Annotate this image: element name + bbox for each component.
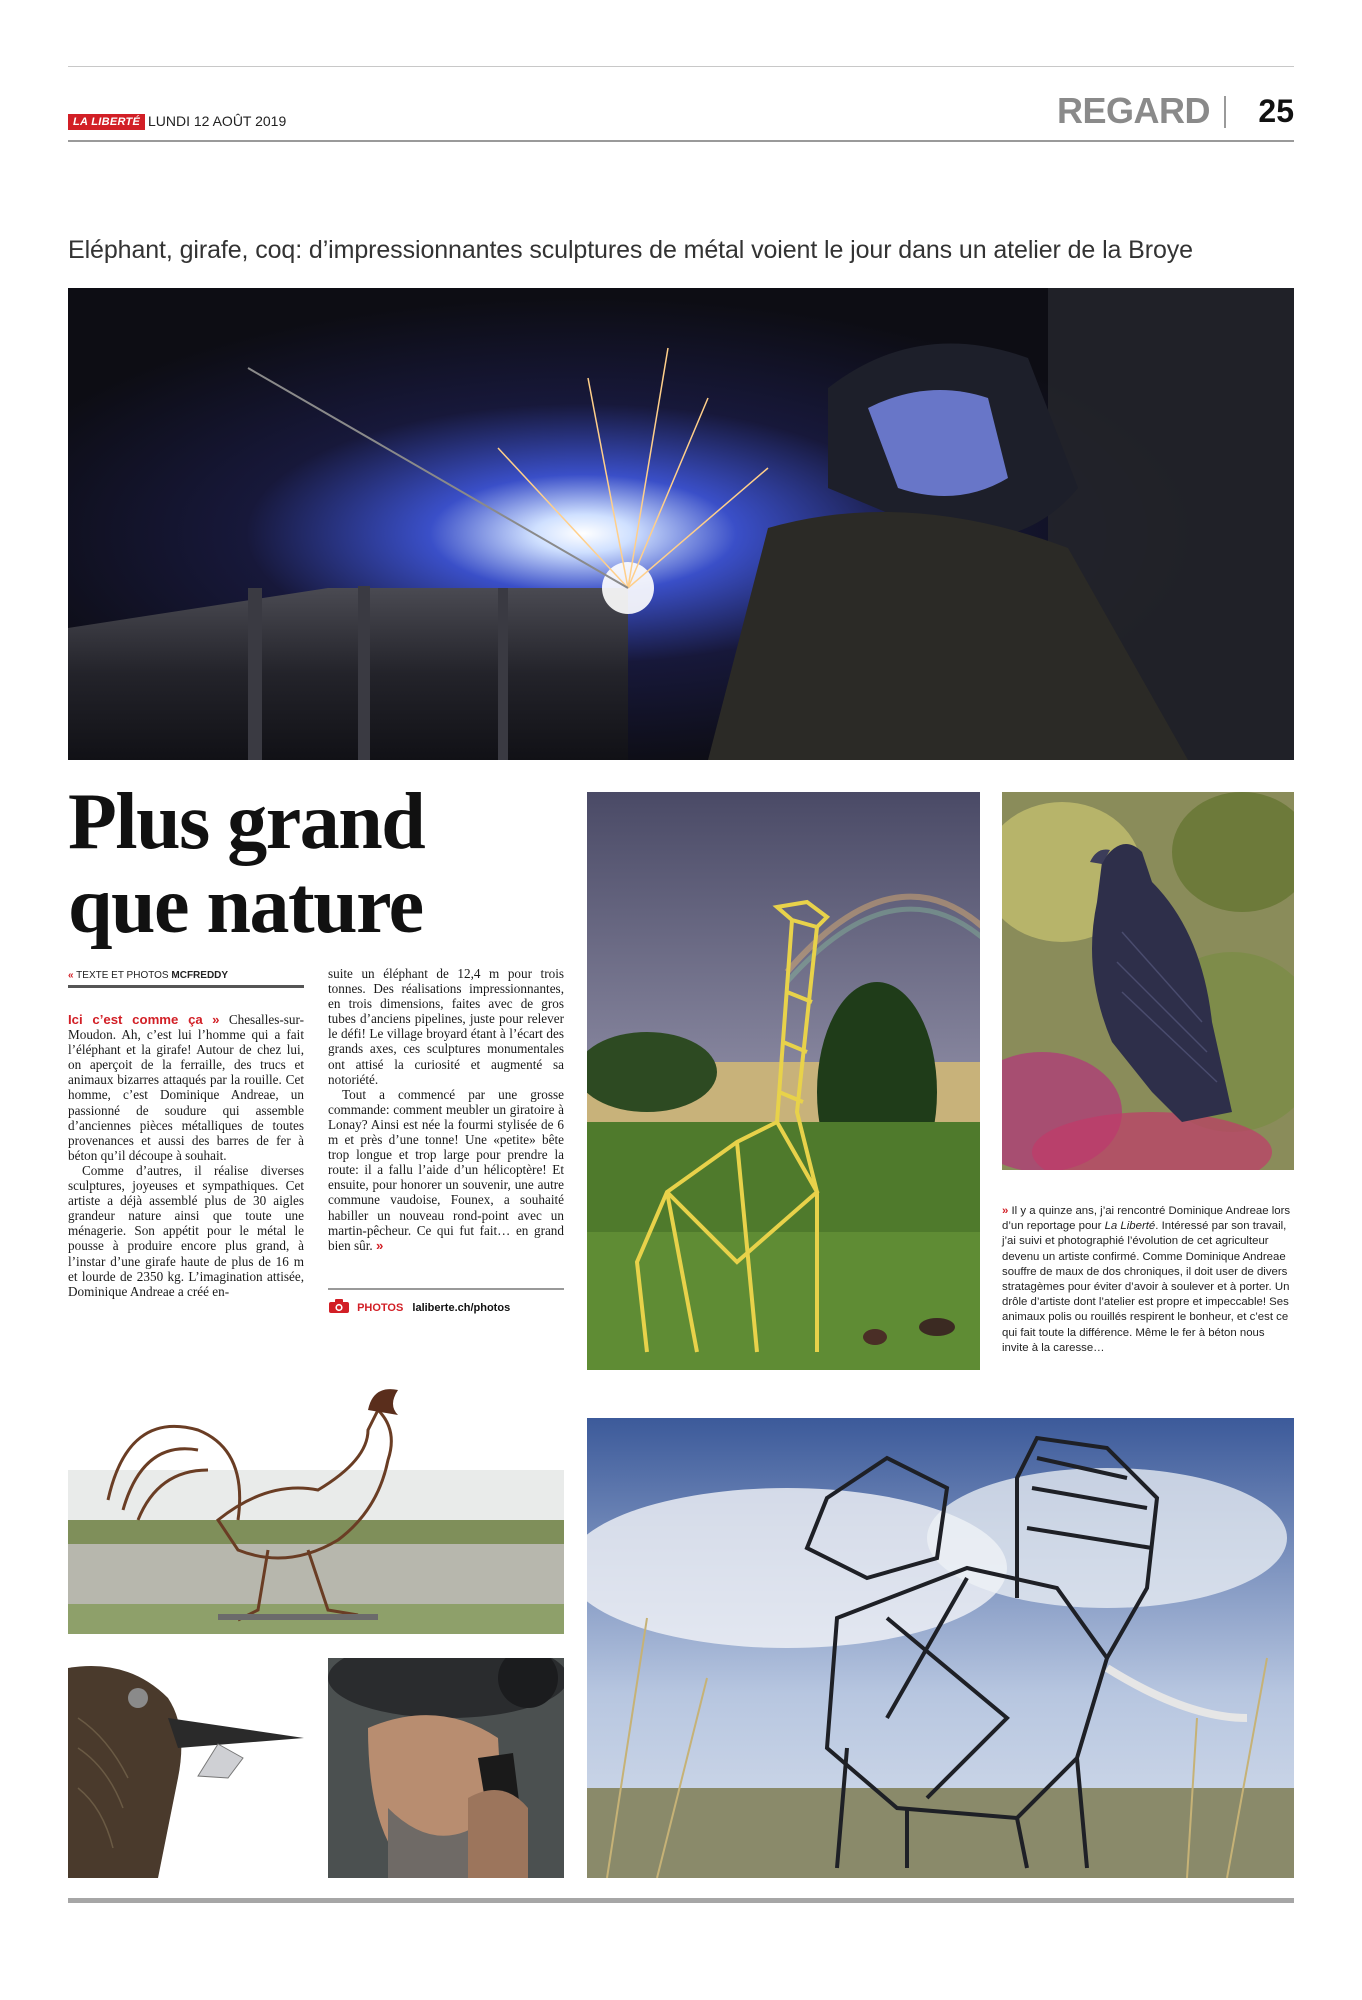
artist-portrait-photo xyxy=(328,1658,564,1878)
article-column-1 xyxy=(68,1012,304,1299)
credit-link[interactable]: laliberte.ch/photos xyxy=(412,1302,511,1314)
headline-line-1: Plus grand xyxy=(68,778,425,866)
header-rule xyxy=(68,140,1294,142)
article-paragraph: suite un éléphant de 12,4 m pour trois tonnes. Des réalisations impressionnantes, en trois dimensions, faites avec de gros tubes d’anciens pipelines, juste pour relever le défi! Le village broyard étant à l’écart des grands axes, ces sculptures monumentales ont attisé la curiosité et augmenté sa notoriété. xyxy=(328,966,564,1087)
note-text-before: Il y a quinze ans, j’ai rencontré Dominique Andreae lors d’un reportage pour xyxy=(1002,1205,1291,1233)
article-column-2 xyxy=(328,966,564,1253)
byline xyxy=(68,970,304,988)
article-paragraph xyxy=(68,1012,304,1163)
end-arrow: » xyxy=(375,1237,384,1253)
article-paragraph: Comme d’autres, il réalise diverses sculptures, joyeuses et sympathiques. Cet artiste a déjà assemblé plus de 30 aigles grandeur nature ainsi que toute une ménagerie. Son appétit pour le métal le pousse à produire encore plus grand, à l’instar d’une girafe haute de plus de 16 m et lourde de 2350 kg. L’imagination attisée, Dominique Andreae a créé en- xyxy=(68,1162,304,1299)
header-separator xyxy=(1224,96,1226,128)
issue-date: LUNDI 12 AOÛT 2019 xyxy=(148,113,287,129)
eagle-photo xyxy=(1002,792,1294,1170)
elephant-photo xyxy=(587,1418,1294,1878)
headline xyxy=(68,780,508,948)
kicker: Eléphant, girafe, coq: d’impressionnantes sculptures de métal voient le jour dans un atelier de la Broye xyxy=(68,236,1193,264)
byline-prefix: TEXTE ET PHOTOS xyxy=(76,970,169,981)
rooster-photo xyxy=(68,1370,564,1634)
kingfisher-photo xyxy=(68,1658,304,1878)
giraffe-photo xyxy=(587,792,980,1370)
note-publication: La Liberté xyxy=(1104,1220,1156,1233)
top-rule xyxy=(68,66,1294,67)
note-arrow: » xyxy=(1002,1205,1009,1217)
credit-label: PHOTOS xyxy=(357,1302,404,1314)
note-text-after: . Intéressé par son travail, j’ai suivi et photographié l’évolution de cet agriculteur devenu un artiste confirmé. Comme Dominique Andreae souffre de maux de dos chroniques, il doit user de divers stratagèmes pour éviter d’avoir à soulever et à porter. Un drôle d’artiste dont l’atelier est propre et impeccable! Ses animaux polis ou rouillés respirent le bonheur, et c’est ce qui fait toute la différence. Même le fer à béton nous invite à la caresse… xyxy=(1002,1220,1290,1354)
page-number: 25 xyxy=(1258,93,1294,129)
paragraph-text: Tout a commencé par une grosse commande: comment meubler un giratoire à Lonay? Ainsi est née la fourmi stylisée de 6 m et près d’une tonne! Une «petite» bête trop longue et trop large pour prendre la route: il a fallu l’aide d’un hélicoptère! Et ensuite, pour honorer un souvenir, une autre commune vaudoise, Founex, a souhaité habiller un nouveau rond-point avec un martin-pêcheur. Ce qui fut fait… en grand bien sûr. xyxy=(328,1086,564,1253)
section-title: REGARD xyxy=(1056,90,1210,131)
byline-author: MCFREDDY xyxy=(171,970,229,981)
lead-label: Ici c’est comme ça xyxy=(68,1012,203,1027)
camera-icon xyxy=(328,1298,350,1317)
photographer-note xyxy=(1002,1204,1292,1356)
welder-photo xyxy=(68,288,1294,760)
headline-line-2: que nature xyxy=(68,862,423,950)
lead-arrow: » xyxy=(212,1012,220,1027)
article-paragraph xyxy=(328,1087,564,1253)
photo-credit xyxy=(328,1288,564,1317)
byline-arrow: « xyxy=(68,970,74,981)
newspaper-logo: LA LIBERTÉ xyxy=(68,114,145,130)
paragraph-text: Chesalles-sur-Moudon. Ah, c’est lui l’homme qui a fait l’éléphant et la girafe! Autour de chez lui, on aperçoit de la ferraille, des trucs et animaux bizarres attaqués par la rouille. Cet homme, c’est Dominique Andreae, un passionné de soudure qui assemble d’anciennes pièces métalliques de toutes provenances et aussi des barres de fer à béton qu’il découpe à souhait. xyxy=(68,1012,304,1163)
bottom-rule xyxy=(68,1898,1294,1903)
